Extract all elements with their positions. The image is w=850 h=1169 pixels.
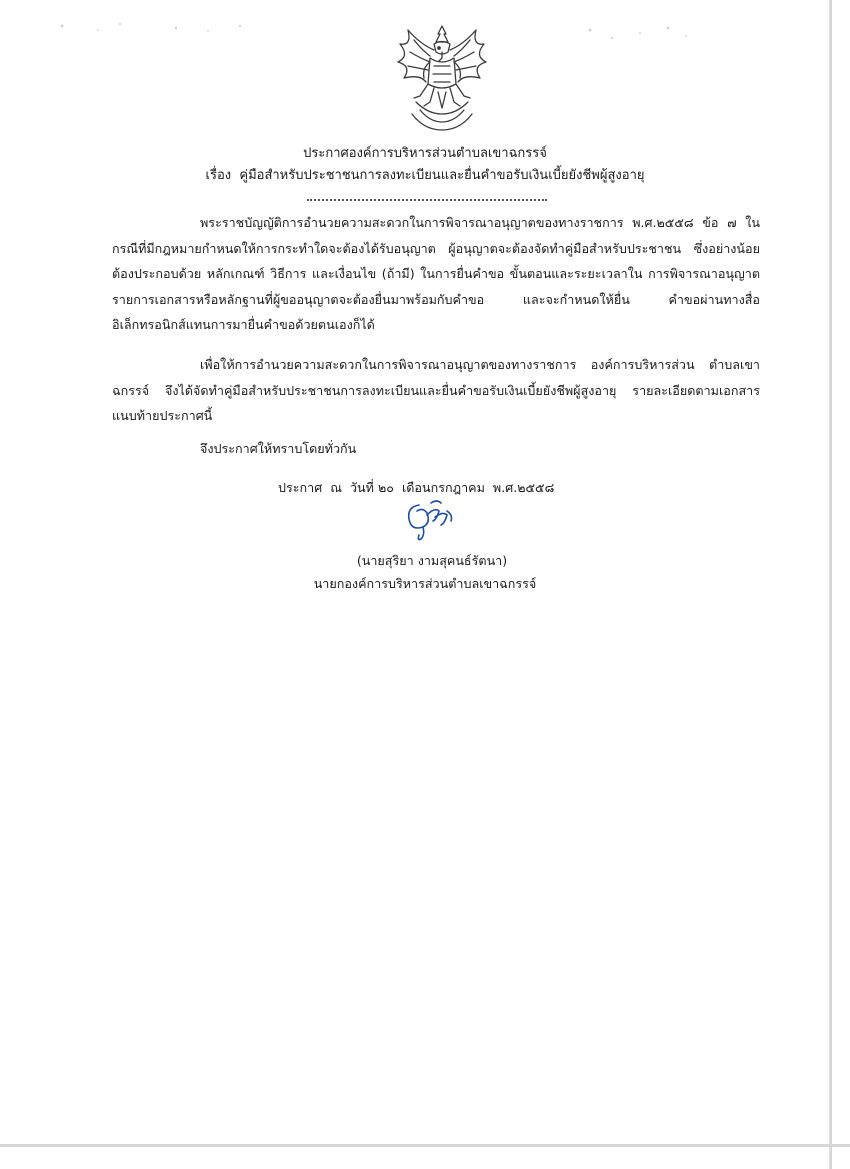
body-paragraph-1: พระราชบัญญัติการอำนวยความสะดวกในการพิจารณาอนุญาตของทางราชการ พ.ศ.๒๕๕๘ ข้อ ๗ ในกรณีที่มีกฎหมายกำหนดให้การกระทำใดจะต้องได้รับอนุญาต ผู้อนุญาตจะต้องจัดทำคู่มือสำหรับประชาชน ซึ่งอย่างน้อยต้องประกอบด้วย หลักเกณฑ์ วิธีการ และเงื่อนไข (ถ้ามี) ในการยื่นคำขอ ขั้นตอนและระยะเวลาใน การพิจารณาอนุญาตรายการเอกสารหรือหลักฐานที่ผู้ขออนุญาตจะต้องยื่นมาพร้อมกับคำขอ และจะกำหนดให้ยื่น คำขอผ่านทางสื่ออิเล็กทรอนิกส์แทนการมายื่นคำขอด้วยตนเองก็ได้ xyxy=(112,215,760,332)
scan-edge-bottom xyxy=(0,1144,850,1147)
closing-sentence: จึงประกาศให้ทราบโดยทั่วกัน xyxy=(200,441,357,456)
subject-text: คู่มือสำหรับประชาชนการลงทะเบียนและยื่นคำขอรับเงินเบี้ยยังชีพผู้สูงอายุ xyxy=(239,168,645,183)
subject-label: เรื่อง xyxy=(205,168,232,183)
date-month-label: เดือน xyxy=(401,480,431,495)
body-paragraph-2: เพื่อให้การอำนวยความสะดวกในการพิจารณาอนุญาตของทางราชการ องค์การบริหารส่วน ตำบลเขาฉกรรจ์ จึงได้จัดทำคู่มือสำหรับประชาชนการลงทะเบียนและยื่นคำขอรับเงินเบี้ยยังชีพผู้สูงอายุ รายละเอียดตามเอกสารแนบท้ายประกาศนี้ xyxy=(112,357,760,423)
date-prefix: ประกาศ xyxy=(278,480,323,495)
dotted-divider xyxy=(307,199,547,201)
date-on: ณ xyxy=(330,480,342,495)
signer-position: นายกองค์การบริหารส่วนตำบลเขาฉกรรจ์ xyxy=(313,576,537,591)
date-year: พ.ศ.๒๕๕๘ xyxy=(492,480,555,495)
signer-name: (นายสุริยา งามสุคนธ์รัตนา) xyxy=(356,553,508,568)
garuda-emblem-icon xyxy=(390,22,494,134)
signature-mark xyxy=(401,497,457,541)
announcement-title: ประกาศองค์การบริหารส่วนตำบลเขาฉกรรจ์ xyxy=(303,146,547,161)
date-day-label: วันที่ xyxy=(349,480,374,495)
date-day: ๒๐ xyxy=(377,480,394,495)
announcement-subject xyxy=(0,166,850,186)
date-month: กรกฎาคม xyxy=(430,480,485,495)
